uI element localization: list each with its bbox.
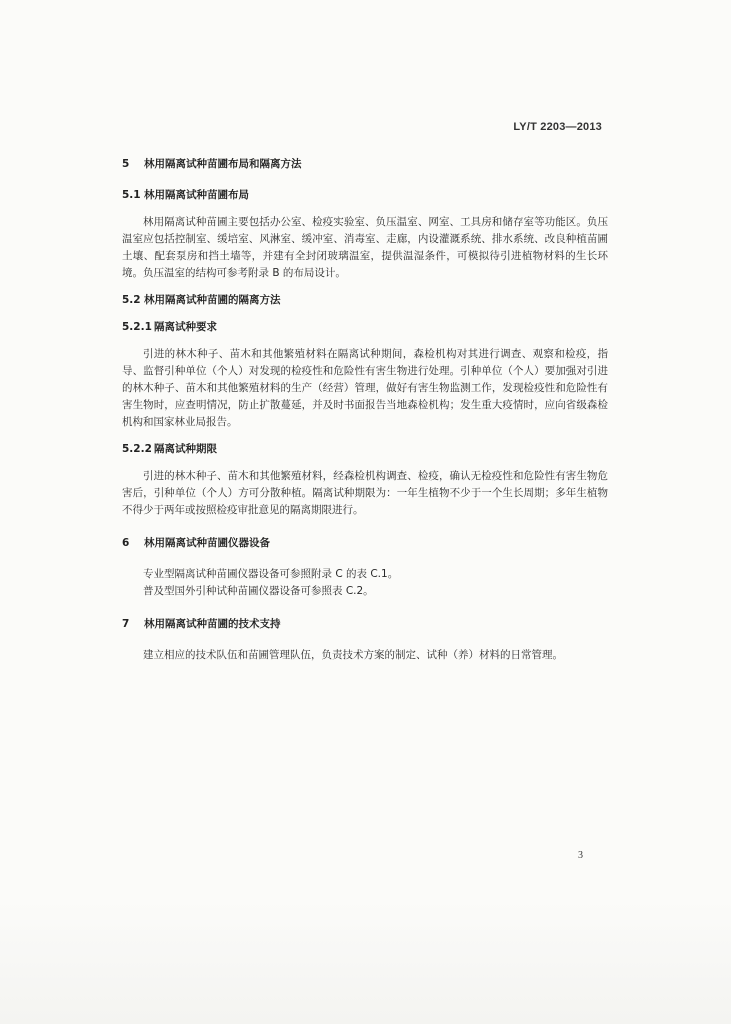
section-5-1-heading: [122, 187, 608, 204]
section-7-paragraph: 建立相应的技术队伍和苗圃管理队伍，负责技术方案的制定、试种（养）材料的日常管理。: [143, 649, 563, 661]
section-title: 隔离试种期限: [154, 443, 217, 455]
section-6: [122, 535, 608, 600]
section-number: 5.2: [122, 294, 141, 306]
section-title: 林用隔离试种苗圃布局和隔离方法: [144, 158, 302, 170]
section-number: 5.1: [122, 189, 141, 201]
section-5-1: [122, 187, 608, 282]
section-5-2-heading: [122, 292, 608, 309]
section-6-line-1: 专业型隔离试种苗圃仪器设备可参照附录 C 的表 C.1。: [143, 568, 399, 580]
section-title: 隔离试种要求: [154, 321, 217, 333]
section-number: 6: [122, 537, 130, 549]
section-5-2-1: [122, 319, 608, 431]
section-title: 林用隔离试种苗圃的技术支持: [144, 618, 281, 630]
section-7-heading: [122, 616, 608, 633]
section-5: [122, 156, 608, 173]
section-5-2-2-heading: [122, 441, 608, 458]
section-5-1-paragraph: 林用隔离试种苗圃主要包括办公室、检疫实验室、负压温室、网室、工具房和储存室等功能区。负压温室应包括控制室、缓培室、风淋室、缓冲室、消毒室、走廊，内设灌溉系统、排水系统、改良种植苗圃土壤、配套泵房和挡土墙等，并建有全封闭玻璃温室，提供温湿条件，可模拟待引进植物材料的生长环境。负压温室的结构可参考附录 B 的布局设计。: [122, 216, 608, 279]
section-5-2-1-paragraph: 引进的林木种子、苗木和其他繁殖材料在隔离试种期间，森检机构对其进行调查、观察和检疫，指导、监督引种单位（个人）对发现的检疫性和危险性有害生物进行处理。引种单位（个人）要加强对引进的林木种子、苗木和其他繁殖材料的生产（经营）管理，做好有害生物监测工作，发现检疫性和危险性有害生物时，应查明情况，防止扩散蔓延，并及时书面报告当地森检机构；发生重大疫情时，应向省级森检机构和国家林业局报告。: [122, 348, 608, 428]
standard-code: LY/T 2203—2013: [513, 121, 602, 133]
section-6-heading: [122, 535, 608, 552]
section-5-2: [122, 292, 608, 309]
section-title: 林用隔离试种苗圃布局: [144, 189, 249, 201]
document-body: [122, 156, 608, 664]
section-6-line-2: 普及型国外引种试种苗圃仪器设备可参照表 C.2。: [143, 585, 374, 597]
section-5-2-2-paragraph: 引进的林木种子、苗木和其他繁殖材料，经森检机构调查、检疫，确认无检疫性和危险性有害生物危害后，引种单位（个人）方可分散种植。隔离试种期限为：一年生植物不少于一个生长周期；多年生植物不得少于两年或按照检疫审批意见的隔离期限进行。: [122, 470, 608, 516]
section-title: 林用隔离试种苗圃的隔离方法: [144, 294, 281, 306]
section-5-2-2: [122, 441, 608, 519]
section-number: 5.2.1: [122, 321, 152, 333]
section-title: 林用隔离试种苗圃仪器设备: [144, 537, 270, 549]
section-number: 5: [122, 158, 130, 170]
section-5-heading: [122, 156, 608, 173]
page-shadow: [0, 900, 731, 1024]
section-number: 7: [122, 618, 130, 630]
section-7: [122, 616, 608, 664]
page-number: 3: [578, 850, 583, 861]
section-5-2-1-heading: [122, 319, 608, 336]
section-number: 5.2.2: [122, 443, 152, 455]
